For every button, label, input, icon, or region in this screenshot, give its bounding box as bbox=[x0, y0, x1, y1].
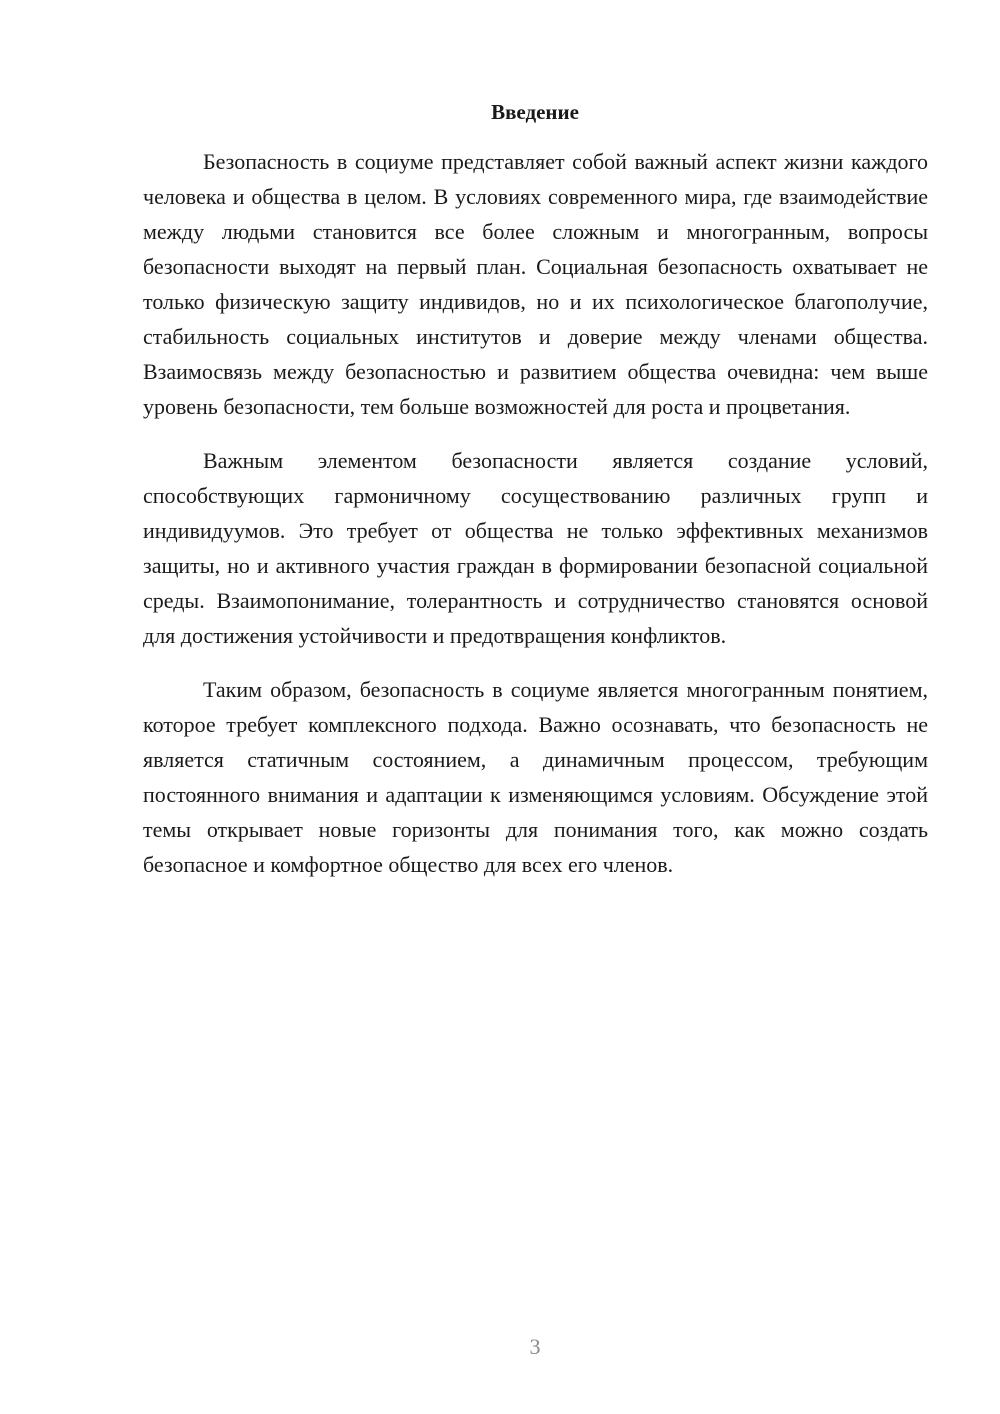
page-title: Введение bbox=[491, 100, 579, 124]
paragraph-conditions: Важным элементом безопасности является создание условий, способствующих гармоничному сосуществованию различных групп и индивидуумов. Это требует от общества не только эффективных механизмов защиты, но и активного участия граждан в формировании безопасной социальной среды. Взаимопонимание, толерантность и сотрудничество становятся основой для достижения устойчивости и предотвращения конфликтов. bbox=[143, 448, 928, 648]
paragraph-intro: Безопасность в социуме представляет собой важный аспект жизни каждого человека и общества в целом. В условиях современного мира, где взаимодействие между людьми становится все более сложным и многогранным, вопросы безопасности выходят на первый план. Социальная безопасность охватывает не только физическую защиту индивидов, но и их психологическое благополучие, стабильность социальных институтов и доверие между членами общества. Взаимосвязь между безопасностью и развитием общества очевидна: чем выше уровень безопасности, тем больше возможностей для роста и процветания. bbox=[143, 149, 928, 419]
paragraph-conclusion: Таким образом, безопасность в социуме является многогранным понятием, которое требует комплексного подхода. Важно осознавать, что безопасность не является статичным состоянием, а динамичным процессом, требующим постоянного внимания и адаптации к изменяющимся условиям. Обсуждение этой темы открывает новые горизонты для понимания того, как можно создать безопасное и комфортное общество для всех его членов. bbox=[143, 677, 928, 877]
page-number: 3 bbox=[529, 1334, 541, 1359]
body-text bbox=[143, 144, 928, 882]
